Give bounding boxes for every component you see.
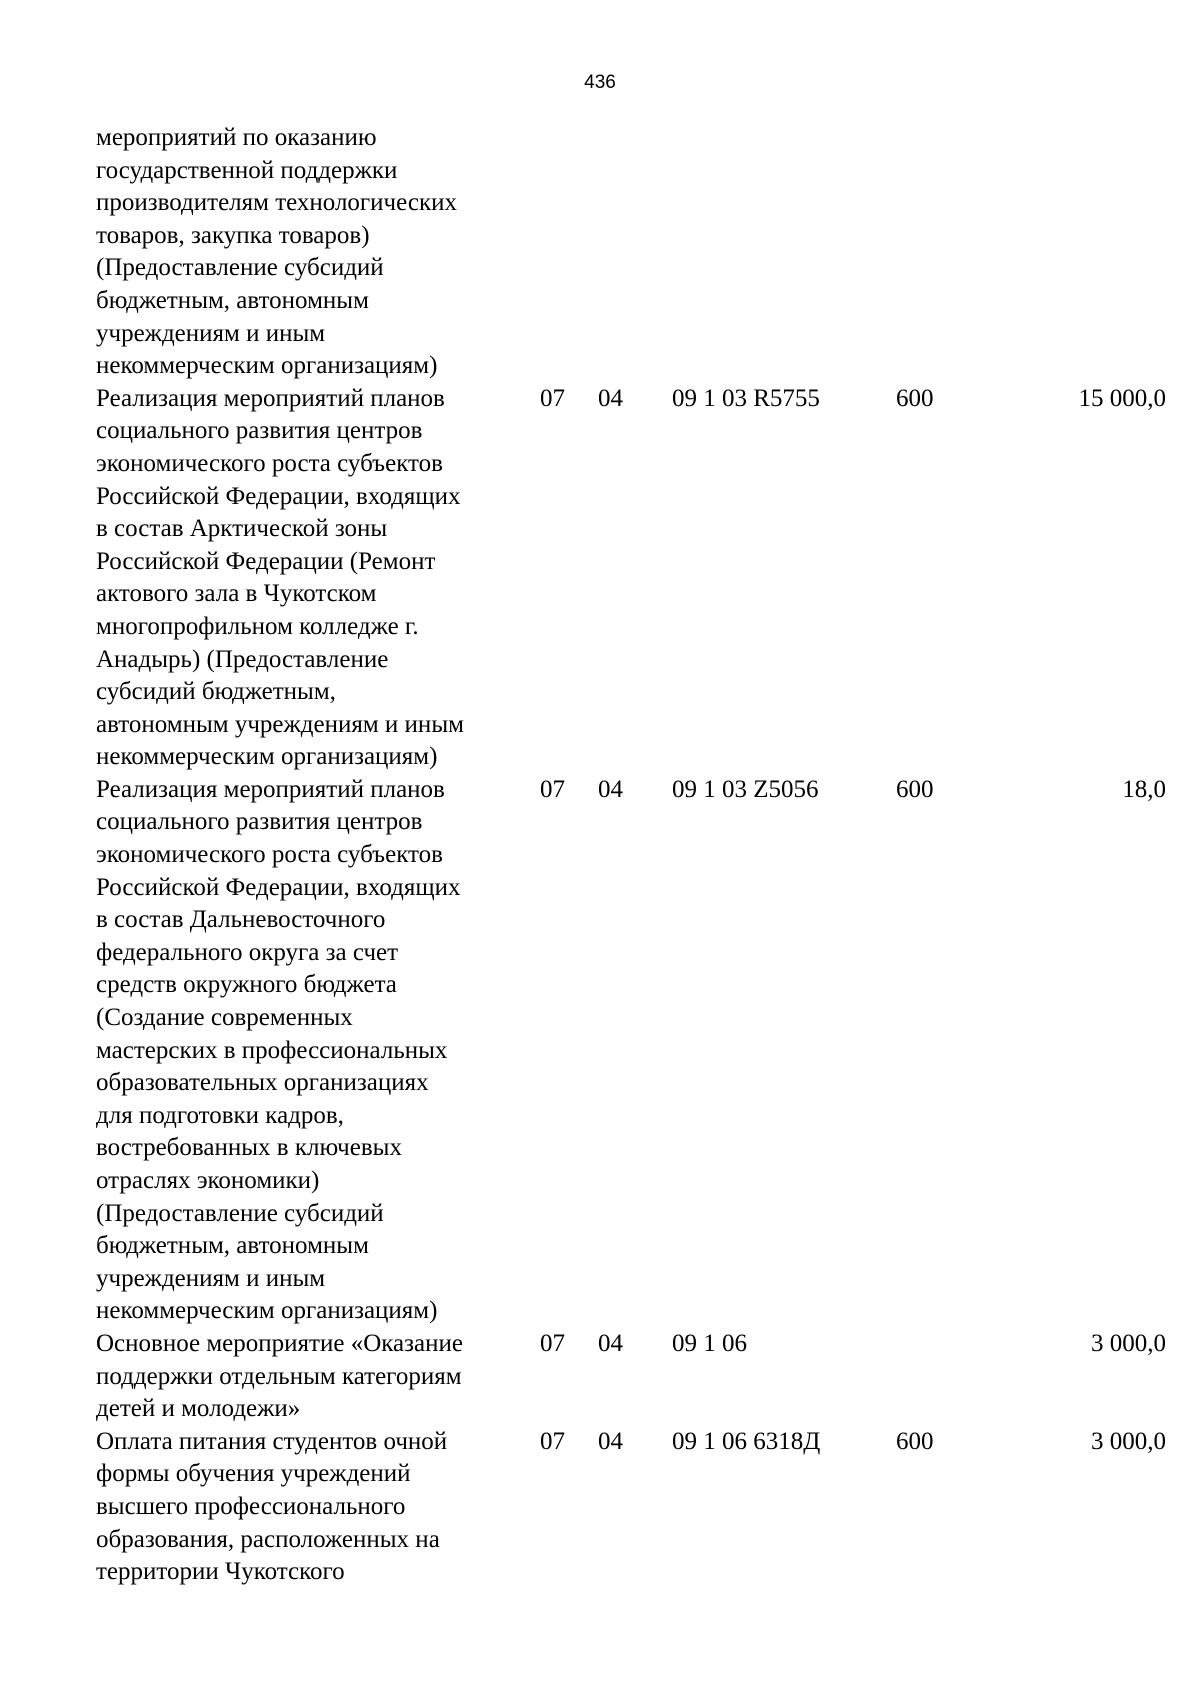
expense-item-name-line: некоммерческим организациям) bbox=[96, 1297, 438, 1325]
target-article-code: 09 1 06 bbox=[672, 1329, 747, 1357]
subsection-code: 04 bbox=[598, 1427, 623, 1455]
expense-item-name-line: Реализация мероприятий планов bbox=[96, 384, 445, 412]
expense-item-name-line: высшего профессионального bbox=[96, 1492, 406, 1520]
expense-item-name-line: федерального округа за счет bbox=[96, 938, 399, 966]
subsection-code: 04 bbox=[598, 775, 623, 803]
expense-item-name-line: государственной поддержки bbox=[96, 156, 398, 184]
expense-item-name-line: некоммерческим организациям) bbox=[96, 352, 438, 380]
section-code bbox=[530, 122, 588, 383]
expense-item-name-line: учреждениям и иным bbox=[96, 319, 326, 347]
expense-item-name-line: мастерских в профессиональных bbox=[96, 1036, 448, 1064]
expense-item-name bbox=[96, 122, 530, 383]
subsection-code bbox=[588, 122, 660, 383]
expense-item-name-line: учреждениям и иным bbox=[96, 1264, 326, 1292]
expense-item-name-line: экономического роста субъектов bbox=[96, 841, 443, 869]
expense-type-code: 600 bbox=[896, 1427, 934, 1455]
amount-value: 3 000,0 bbox=[1091, 1329, 1166, 1357]
target-article-code: 09 1 06 6318Д bbox=[672, 1427, 821, 1455]
target-article-code: 09 1 03 R5755 bbox=[672, 384, 820, 412]
expense-item-name-line: производителям технологических bbox=[96, 189, 457, 217]
expense-type-code bbox=[896, 122, 986, 383]
section-code: 07 bbox=[540, 775, 565, 803]
expense-item-name-line: Российской Федерации, входящих bbox=[96, 873, 461, 901]
expense-item-name-line: социального развития центров bbox=[96, 808, 423, 836]
expense-item-name-line: (Создание современных bbox=[96, 1004, 353, 1032]
expense-item-name bbox=[96, 1328, 530, 1426]
expense-type-code bbox=[896, 1328, 986, 1426]
amount-value bbox=[986, 122, 1166, 383]
section-code: 07 bbox=[540, 1427, 565, 1455]
budget-table-body bbox=[96, 122, 1166, 1589]
expense-item-name-line: субсидий бюджетным, bbox=[96, 678, 336, 706]
expense-item-name-line: детей и молодежи» bbox=[96, 1395, 301, 1423]
expense-item-name bbox=[96, 774, 530, 1328]
expense-item-name-line: (Предоставление субсидий bbox=[96, 1199, 384, 1227]
expense-item-name-line: востребованных в ключевых bbox=[96, 1134, 402, 1162]
amount-value: 15 000,0 bbox=[1078, 384, 1166, 412]
target-article-code bbox=[660, 122, 896, 383]
expense-item-name-line: некоммерческим организациям) bbox=[96, 743, 438, 771]
expense-item-name-line: в состав Дальневосточного bbox=[96, 906, 386, 934]
budget-table bbox=[96, 122, 1166, 1589]
table-row bbox=[96, 122, 1166, 383]
subsection-code: 04 bbox=[598, 1329, 623, 1357]
expense-item-name-line: товаров, закупка товаров) bbox=[96, 221, 370, 249]
amount-value: 18,0 bbox=[1122, 775, 1166, 803]
table-row bbox=[96, 1328, 1166, 1426]
expense-item-name-line: образовательных организациях bbox=[96, 1069, 429, 1097]
expense-item-name-line: Основное мероприятие «Оказание bbox=[96, 1329, 463, 1357]
expense-item-name-line: бюджетным, автономным bbox=[96, 286, 369, 314]
expense-item-name-line: автономным учреждениям и иным bbox=[96, 710, 464, 738]
expense-item-name-line: Российской Федерации, входящих bbox=[96, 482, 461, 510]
expense-item-name-line: Российской Федерации (Ремонт bbox=[96, 547, 436, 575]
expense-item-name bbox=[96, 383, 530, 774]
expense-item-name-line: (Предоставление субсидий bbox=[96, 254, 384, 282]
expense-item-name-line: формы обучения учреждений bbox=[96, 1460, 411, 1488]
expense-item-name bbox=[96, 1426, 530, 1589]
expense-item-name-line: Оплата питания студентов очной bbox=[96, 1427, 448, 1455]
table-row bbox=[96, 1426, 1166, 1589]
expense-type-code: 600 bbox=[896, 384, 934, 412]
expense-item-name-line: средств окружного бюджета bbox=[96, 971, 397, 999]
expense-item-name-line: для подготовки кадров, bbox=[96, 1101, 344, 1129]
expense-type-code: 600 bbox=[896, 775, 934, 803]
subsection-code: 04 bbox=[598, 384, 623, 412]
expense-item-name-line: бюджетным, автономным bbox=[96, 1232, 369, 1260]
expense-item-name-line: отраслях экономики) bbox=[96, 1167, 320, 1194]
section-code: 07 bbox=[540, 1329, 565, 1357]
expense-item-name-line: поддержки отдельным категориям bbox=[96, 1362, 462, 1390]
expense-item-name-line: Реализация мероприятий планов bbox=[96, 775, 445, 803]
target-article-code: 09 1 03 Z5056 bbox=[672, 775, 819, 803]
amount-value: 3 000,0 bbox=[1091, 1427, 1166, 1455]
expense-item-name-line: многопрофильном колледже г. bbox=[96, 612, 419, 640]
expense-item-name-line: территории Чукотского bbox=[96, 1558, 345, 1586]
table-row bbox=[96, 383, 1166, 774]
expense-item-name-line: в состав Арктической зоны bbox=[96, 515, 388, 543]
page-number: 436 bbox=[584, 72, 616, 93]
table-row bbox=[96, 774, 1166, 1328]
expense-item-name-line: актового зала в Чукотском bbox=[96, 580, 377, 608]
section-code: 07 bbox=[540, 384, 565, 412]
expense-item-name-line: социального развития центров bbox=[96, 417, 423, 445]
expense-item-name-line: экономического роста субъектов bbox=[96, 449, 443, 477]
expense-item-name-line: образования, расположенных на bbox=[96, 1525, 440, 1553]
expense-item-name-line: мероприятий по оказанию bbox=[96, 124, 377, 151]
expense-item-name-line: Анадырь) (Предоставление bbox=[96, 645, 389, 673]
